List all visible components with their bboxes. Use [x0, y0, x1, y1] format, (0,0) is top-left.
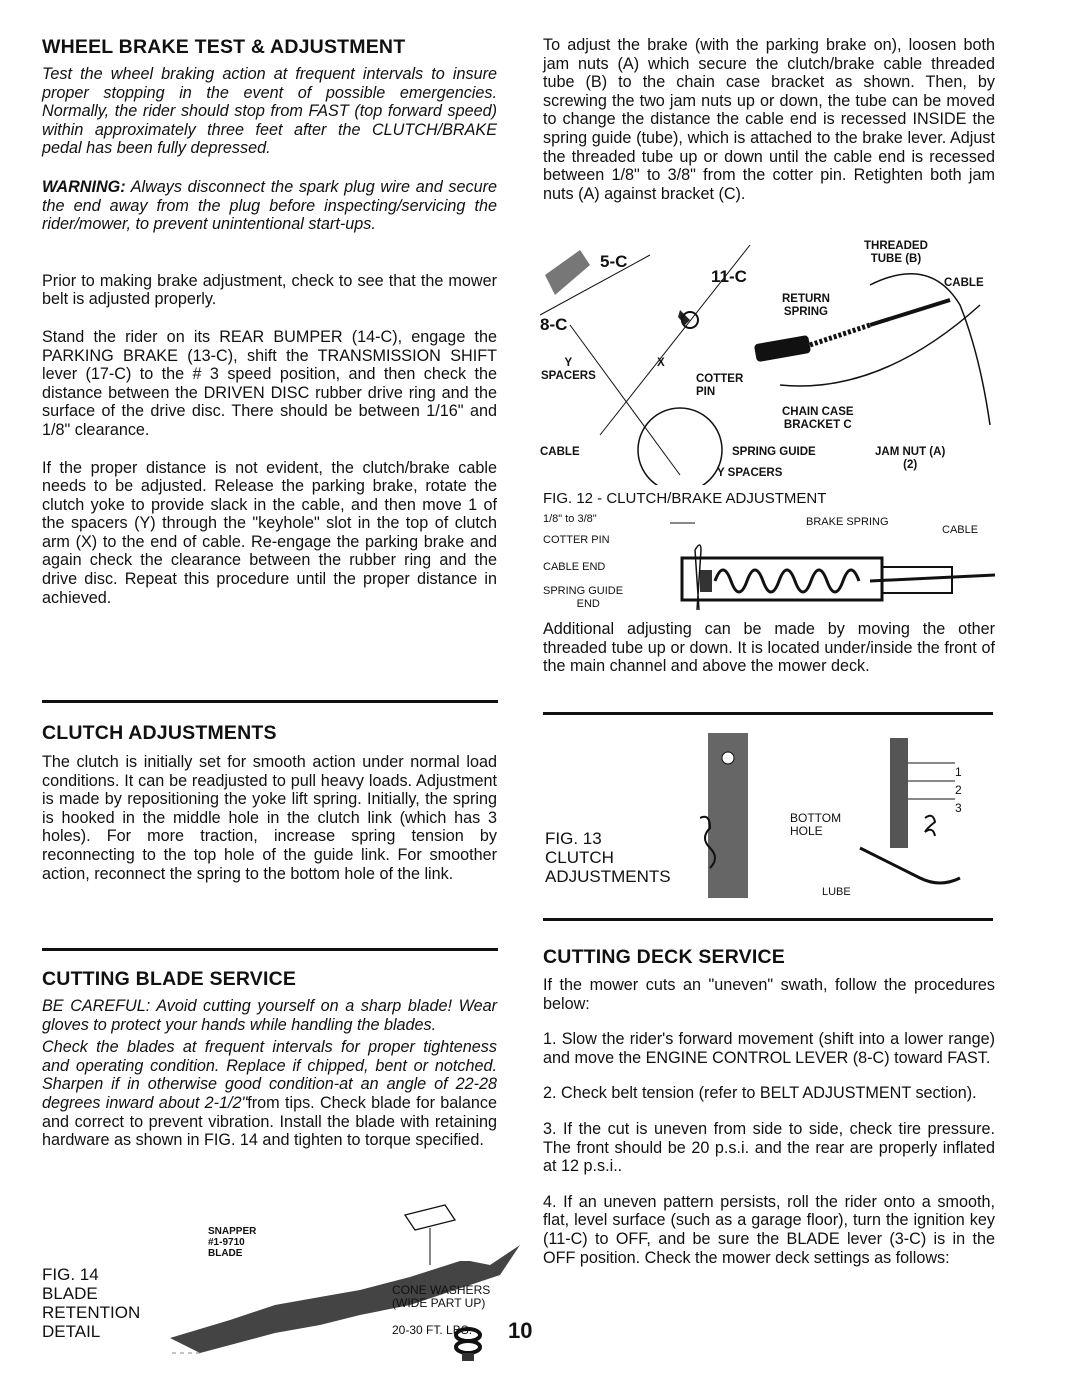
fig14-caption-line: BLADE	[42, 1284, 98, 1303]
label-11c: 11-C	[711, 267, 747, 286]
fig14-caption-line: DETAIL	[42, 1322, 101, 1341]
fig14-caption-line: FIG. 14	[42, 1265, 99, 1284]
label-y-spacers-2: Y SPACERS	[717, 467, 783, 479]
bottom-hole-label: BOTTOM HOLE	[790, 811, 842, 838]
blade-check-italic: Check the blades at frequent intervals for proper tighteness and operating condition. Replace if chipped, bent or notched. Sharpen if in otherwise good condition-at an angle of 22-28 degrees inward about 2-1/2"	[42, 1038, 497, 1112]
label-spring-guide-end: SPRING GUIDE END	[543, 585, 624, 610]
deck-intro: If the mower cuts an "uneven" swath, follow the procedures below:	[543, 976, 995, 1013]
wheel-brake-intro: Test the wheel braking action at frequent intervals to insure proper stopping in the event of possible emergencies. Normally, the rider should stop from FAST (top forward speed) within approximately three feet after the CLUTCH/BRAKE pedal has been fully depressed.	[42, 65, 497, 158]
label-spring-guide: SPRING GUIDE	[732, 446, 816, 458]
blade-heading: CUTTING BLADE SERVICE	[42, 968, 297, 990]
cone-washers-label: CONE WASHERS (WIDE PART UP)	[392, 1283, 491, 1310]
wheel-brake-heading: WHEEL BRAKE TEST & ADJUSTMENT	[42, 36, 406, 58]
label-chain-case: CHAIN CASE BRACKET C	[782, 406, 854, 431]
label-gap: 1/8" to 3/8"	[543, 513, 597, 525]
label-x: X	[657, 357, 665, 369]
fig13-caption-line: ADJUSTMENTS	[545, 867, 671, 886]
label-cable-left: CABLE	[540, 446, 580, 458]
hole-3-label: 3	[955, 801, 962, 815]
fig13-caption-line: CLUTCH	[545, 848, 614, 867]
label-cable-top: CABLE	[944, 277, 984, 289]
brake-para-2: Stand the rider on its REAR BUMPER (14-C), engage the PARKING BRAKE (13-C), shift the TRANSMISSION SHIFT lever (17-C) to the # 3 speed position, and then check the distance between the DRIVEN DISC rubber drive ring and the surface of the drive disc. There should be between 1/16" and 1/8" clearance.	[42, 327, 497, 439]
additional-block	[543, 620, 995, 676]
hole-1-label: 1	[955, 765, 962, 779]
fig13-caption	[545, 829, 671, 886]
brake-para-3: If the proper distance is not evident, the clutch/brake cable needs to be adjusted. Release the parking brake, rotate the clutch yoke to provide slack in the cable, and then move 1 of the spacers (Y) through the "keyhole" slot in the top of clutch arm (X) to the end of cable. Re-engage the parking brake and again check the clearance between the rubber ring and the drive disc. Repeat this procedure until the proper distance in achieved.	[42, 458, 497, 607]
deck-step: 2. Check belt tension (refer to BELT ADJUSTMENT section).	[543, 1084, 977, 1103]
label-detail-cotter-pin: COTTER PIN	[543, 534, 610, 546]
warning-label: WARNING:	[42, 177, 126, 196]
page-number: 10	[508, 1318, 533, 1343]
fig14-caption	[42, 1265, 140, 1341]
label-y-spacers: Y SPACERS	[541, 357, 596, 382]
blade-check	[42, 1038, 497, 1150]
label-jam-nut: JAM NUT (A) (2)	[875, 446, 946, 471]
label-return-spring: RETURN SPRING	[782, 293, 830, 318]
deck-step: 4. If an uneven pattern persists, roll the rider onto a smooth, flat, level surface (such as a garage floor), turn the ignition key (11-C) to OFF, and be sure the BLADE lever (3-C) is in the OFF position. Check the mower deck settings as follows:	[543, 1192, 995, 1267]
clutch-section	[42, 722, 497, 883]
hole-2-label: 2	[955, 783, 962, 797]
blade-part-label: SNAPPER #1-9710 BLADE	[208, 1226, 257, 1259]
divider	[543, 918, 993, 921]
label-threaded-tube: THREADED TUBE (B)	[864, 240, 928, 265]
label-5c: 5-C	[600, 252, 628, 271]
divider	[42, 700, 498, 703]
wheel-brake-section	[42, 36, 497, 607]
fig14-caption-line: RETENTION	[42, 1303, 141, 1322]
deck-heading: CUTTING DECK SERVICE	[543, 946, 785, 968]
clutch-heading: CLUTCH ADJUSTMENTS	[42, 722, 277, 744]
blade-caution: BE CAREFUL: Avoid cutting yourself on a sharp blade! Wear gloves to protect your hands while handling the blades.	[42, 997, 497, 1034]
label-cotter-pin: COTTER PIN	[696, 373, 744, 398]
warning-paragraph	[42, 178, 497, 234]
additional-paragraph: Additional adjusting can be made by moving the other threaded tube up or down. It is located under/inside the front of the main channel and above the mower deck.	[543, 620, 995, 676]
label-cable-end: CABLE END	[543, 561, 606, 573]
divider	[543, 712, 993, 715]
clutch-paragraph: The clutch is initially set for smooth action under normal load conditions. It can be readjusted to pull heavy loads. Adjustment is made by repositioning the yoke lift spring. Initially, the spring is hooked in the middle hole in the clutch link (which has 3 holes). For more traction, increase spring tension by reconnecting to the top hole of the guide link. For smoother action, reconnect the spring to the bottom hole of the link.	[42, 753, 497, 883]
divider	[42, 948, 498, 951]
label-detail-cable: CABLE	[942, 524, 979, 536]
fig12-caption: FIG. 12 - CLUTCH/BRAKE ADJUSTMENT	[543, 490, 827, 507]
label-brake-spring: BRAKE SPRING	[806, 516, 889, 528]
fig13-caption-line: FIG. 13	[545, 829, 602, 848]
warning-text: Always disconnect the spark plug wire and secure the end away from the plug before inspecting/servicing the rider/mower, to prevent unintentional start-ups.	[42, 177, 497, 234]
label-8c: 8-C	[540, 315, 568, 334]
blade-section	[42, 968, 497, 1150]
blade-check-normal: from tips. Check blade for balance and correct to prevent vibration. Install the blade with retaining hardware as shown in FIG. 14 and tighten to torque specified.	[42, 1093, 497, 1150]
brake-adjust-text: To adjust the brake (with the parking brake on), loosen both jam nuts (A) which secure the clutch/brake cable threaded tube (B) to the chain case bracket as shown. Then, by screwing the two jam nuts up or down, the tube can be moved to change the distance the cable end is recessed INSIDE the spring guide (tube), which is attached to the brake lever. Adjust the threaded tube up or down until the cable end is recessed between 1/8" to 3/8" from the cotter pin. Retighten both jam nuts (A) against bracket (C).	[543, 36, 995, 203]
deck-step: 3. If the cut is uneven from side to side, check tire pressure. The front should be 20 p.s.i. and the rear are properly inflated at 12 p.s.i..	[543, 1119, 995, 1176]
deck-section	[543, 946, 995, 1267]
lube-label: LUBE	[822, 886, 851, 898]
torque-label: 20-30 FT. LBS.	[392, 1323, 473, 1337]
deck-step: 1. Slow the rider's forward movement (shift into a lower range) and move the ENGINE CONTROL LEVER (8-C) toward FAST.	[543, 1030, 995, 1067]
brake-adjust-text-block	[543, 36, 995, 203]
brake-para-1: Prior to making brake adjustment, check to see that the mower belt is adjusted properly.	[42, 271, 497, 309]
